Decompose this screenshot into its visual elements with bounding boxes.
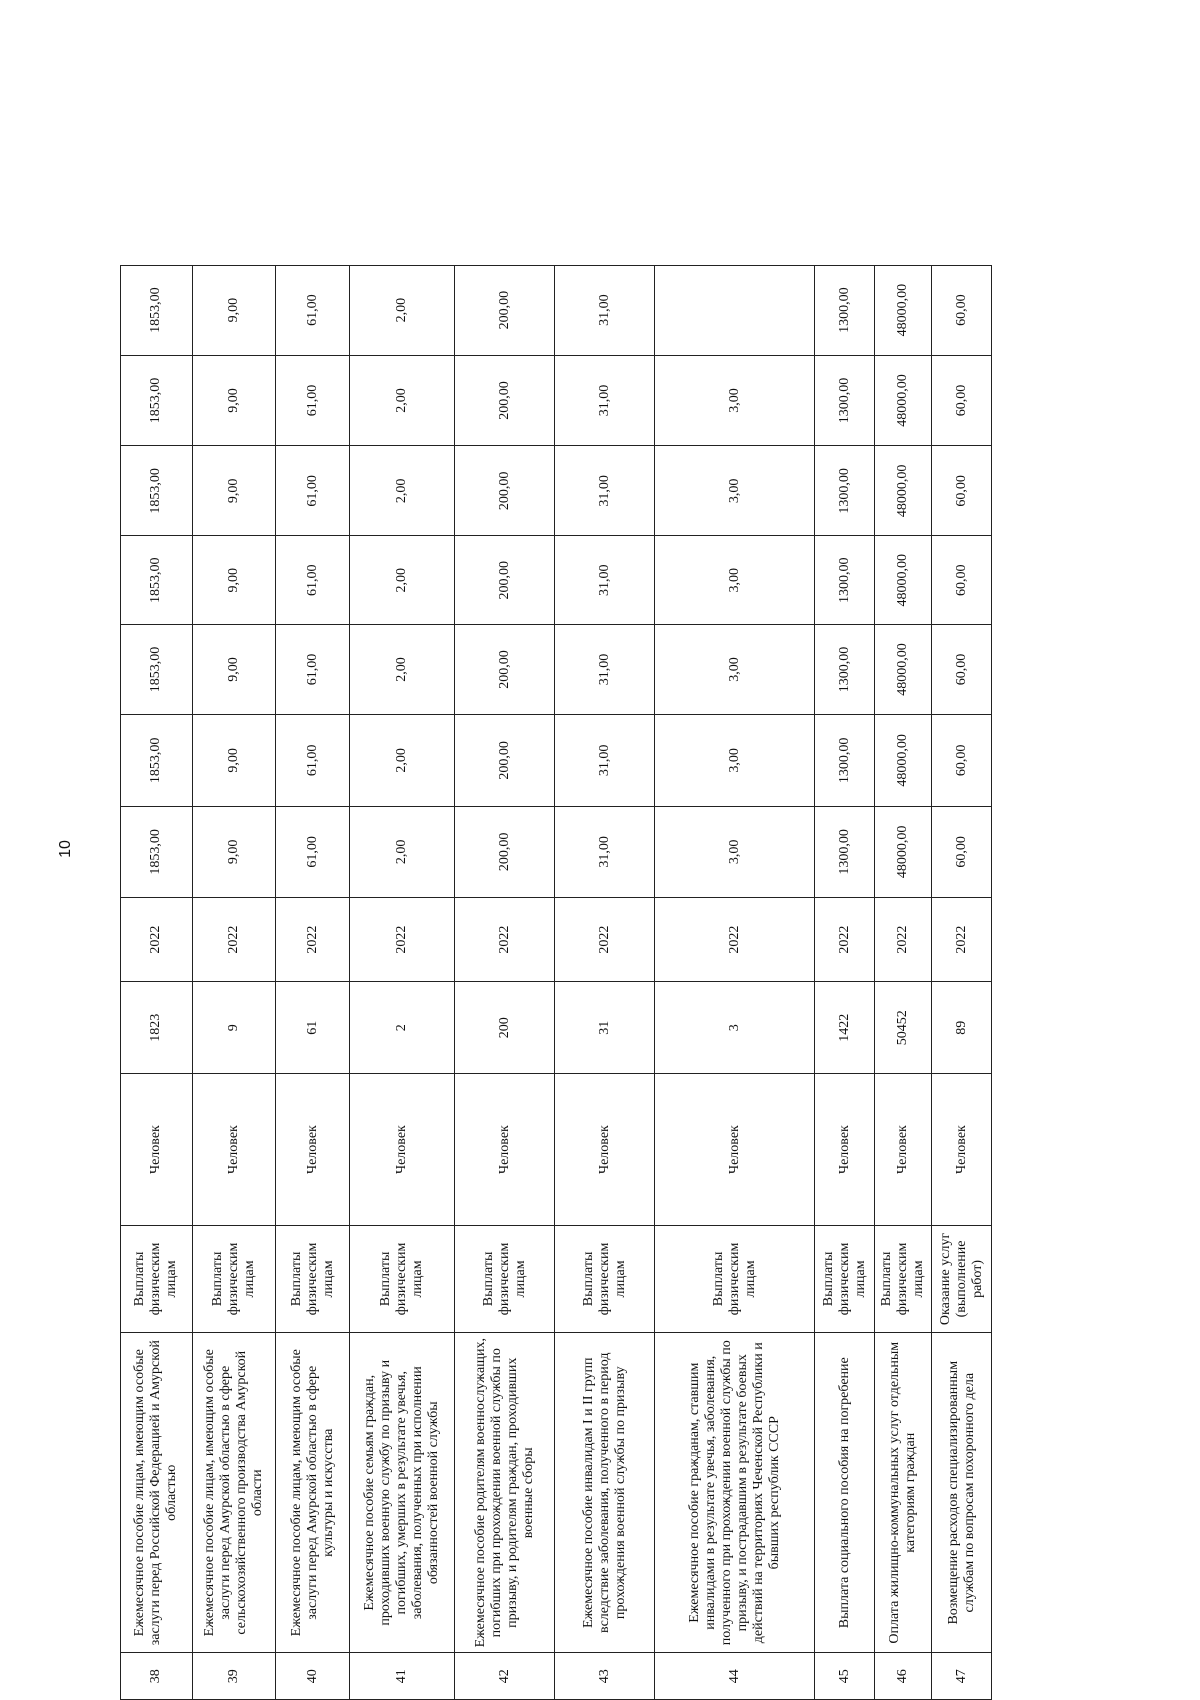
payment-type: Выплаты физическим лицам bbox=[454, 1225, 555, 1332]
value-cell: 2,00 bbox=[350, 536, 455, 625]
payment-type: Выплаты физическим лицам bbox=[350, 1225, 455, 1332]
value-cell: 60,00 bbox=[932, 355, 992, 446]
table-row bbox=[932, 140, 992, 1700]
value-cell: 2,00 bbox=[350, 446, 455, 536]
value-cell: 1853,00 bbox=[121, 625, 193, 715]
value-cell: 200,00 bbox=[454, 625, 555, 715]
value-cell: 1300,00 bbox=[815, 806, 875, 897]
value-cell: 1300,00 bbox=[815, 355, 875, 446]
row-number: 39 bbox=[192, 1653, 275, 1700]
value-cell: 1300,00 bbox=[815, 536, 875, 625]
base-year: 2022 bbox=[121, 897, 193, 981]
value-cell: 1300,00 bbox=[815, 446, 875, 536]
value-cell: 1300,00 bbox=[815, 625, 875, 715]
value-cell: 60,00 bbox=[932, 536, 992, 625]
payment-type: Выплаты физическим лицам bbox=[192, 1225, 275, 1332]
table-row bbox=[276, 140, 350, 1700]
value-cell: 1853,00 bbox=[121, 806, 193, 897]
value-cell: 3,00 bbox=[655, 446, 815, 536]
table-row bbox=[192, 140, 275, 1700]
value-cell: 1853,00 bbox=[121, 446, 193, 536]
unit-of-measure: Человек bbox=[192, 1074, 275, 1226]
row-description: Оплата жилищно-коммунальных услуг отдельным категориям граждан bbox=[874, 1333, 932, 1653]
value-cell: 3,00 bbox=[655, 625, 815, 715]
value-cell: 200,00 bbox=[454, 355, 555, 446]
value-cell: 9,00 bbox=[192, 265, 275, 355]
value-cell: 60,00 bbox=[932, 714, 992, 806]
row-description: Ежемесячное пособие лицам, имеющим особые заслуги перед Амурской областью в сфере сельскохозяйственного производства Амурской области bbox=[192, 1333, 275, 1653]
value-cell: 200,00 bbox=[454, 265, 555, 355]
value-cell: 9,00 bbox=[192, 714, 275, 806]
row-number: 46 bbox=[874, 1653, 932, 1700]
base-year: 2022 bbox=[555, 897, 655, 981]
row-number: 45 bbox=[815, 1653, 875, 1700]
value-cell: 48000,00 bbox=[874, 714, 932, 806]
value-cell: 61,00 bbox=[276, 446, 350, 536]
unit-of-measure: Человек bbox=[454, 1074, 555, 1226]
value-cell: 2,00 bbox=[350, 714, 455, 806]
value-cell: 200,00 bbox=[454, 806, 555, 897]
value-cell: 31,00 bbox=[555, 536, 655, 625]
value-cell: 1853,00 bbox=[121, 536, 193, 625]
value-cell: 48000,00 bbox=[874, 446, 932, 536]
value-cell: 9,00 bbox=[192, 806, 275, 897]
base-year: 2022 bbox=[192, 897, 275, 981]
value-cell: 2,00 bbox=[350, 265, 455, 355]
value-cell: 61,00 bbox=[276, 714, 350, 806]
value-cell: 1300,00 bbox=[815, 714, 875, 806]
value-cell: 31,00 bbox=[555, 806, 655, 897]
value-cell: 61,00 bbox=[276, 625, 350, 715]
unit-of-measure: Человек bbox=[350, 1074, 455, 1226]
unit-of-measure: Человек bbox=[555, 1074, 655, 1226]
row-description: Ежемесячное пособие семьям граждан, проходивших военную службу по призыву и погибших, умерших в результате увечья, заболевания, полученных при исполнении обязанностей военной службы bbox=[350, 1333, 455, 1653]
value-cell: 48000,00 bbox=[874, 806, 932, 897]
row-number: 43 bbox=[555, 1653, 655, 1700]
unit-of-measure: Человек bbox=[276, 1074, 350, 1226]
row-number: 41 bbox=[350, 1653, 455, 1700]
table-row bbox=[815, 140, 875, 1700]
base-value: 89 bbox=[932, 982, 992, 1074]
value-cell: 3,00 bbox=[655, 355, 815, 446]
value-cell: 60,00 bbox=[932, 446, 992, 536]
value-cell: 1853,00 bbox=[121, 265, 193, 355]
row-description: Возмещение расходов специализированным службам по вопросам похоронного дела bbox=[932, 1333, 992, 1653]
table-row bbox=[874, 140, 932, 1700]
value-cell: 9,00 bbox=[192, 355, 275, 446]
payment-type: Выплаты физическим лицам bbox=[555, 1225, 655, 1332]
payment-type: Выплаты физическим лицам bbox=[655, 1225, 815, 1332]
value-cell: 9,00 bbox=[192, 446, 275, 536]
value-cell: 3,00 bbox=[655, 806, 815, 897]
base-year: 2022 bbox=[874, 897, 932, 981]
row-number: 44 bbox=[655, 1653, 815, 1700]
table-row bbox=[555, 140, 655, 1700]
row-description: Ежемесячное пособие лицам, имеющим особые заслуги перед Амурской областью в сфере культуры и искусства bbox=[276, 1333, 350, 1653]
base-value: 1823 bbox=[121, 982, 193, 1074]
row-number: 38 bbox=[121, 1653, 193, 1700]
value-cell: 9,00 bbox=[192, 536, 275, 625]
value-cell: 48000,00 bbox=[874, 536, 932, 625]
value-cell: 200,00 bbox=[454, 446, 555, 536]
value-cell: 31,00 bbox=[555, 625, 655, 715]
unit-of-measure: Человек bbox=[874, 1074, 932, 1226]
base-value: 1422 bbox=[815, 982, 875, 1074]
value-cell: 31,00 bbox=[555, 265, 655, 355]
unit-of-measure: Человек bbox=[655, 1074, 815, 1226]
payment-type: Выплаты физическим лицам bbox=[874, 1225, 932, 1332]
base-year: 2022 bbox=[350, 897, 455, 981]
base-value: 50452 bbox=[874, 982, 932, 1074]
value-cell: 2,00 bbox=[350, 355, 455, 446]
row-number: 42 bbox=[454, 1653, 555, 1700]
unit-of-measure: Человек bbox=[121, 1074, 193, 1226]
value-cell: 1300,00 bbox=[815, 265, 875, 355]
row-description: Ежемесячное пособие гражданам, ставшим инвалидами в результате увечья, заболевания, полученного при прохождении военной службы по призыву, и пострадавшим в результате боевых действий на территориях Чеченской Республики и бывших республик СССР bbox=[655, 1333, 815, 1653]
payment-type: Оказание услуг (выполнение работ) bbox=[932, 1225, 992, 1332]
value-cell: 61,00 bbox=[276, 536, 350, 625]
value-cell: 31,00 bbox=[555, 446, 655, 536]
base-year: 2022 bbox=[276, 897, 350, 981]
row-description: Выплата социального пособия на погребение bbox=[815, 1333, 875, 1653]
table-row bbox=[121, 140, 193, 1700]
value-cell: 200,00 bbox=[454, 536, 555, 625]
unit-of-measure: Человек bbox=[932, 1074, 992, 1226]
value-cell: 61,00 bbox=[276, 355, 350, 446]
value-cell: 1853,00 bbox=[121, 355, 193, 446]
row-number: 47 bbox=[932, 1653, 992, 1700]
value-cell: 2,00 bbox=[350, 625, 455, 715]
payment-type: Выплаты физическим лицам bbox=[276, 1225, 350, 1332]
base-year: 2022 bbox=[932, 897, 992, 981]
table-row bbox=[350, 140, 455, 1700]
value-cell: 60,00 bbox=[932, 625, 992, 715]
value-cell: 48000,00 bbox=[874, 355, 932, 446]
base-year: 2022 bbox=[815, 897, 875, 981]
rotated-table-container bbox=[120, 139, 992, 1700]
value-cell: 200,00 bbox=[454, 714, 555, 806]
base-year: 2022 bbox=[655, 897, 815, 981]
value-cell bbox=[655, 265, 815, 355]
base-value: 200 bbox=[454, 982, 555, 1074]
payment-type: Выплаты физическим лицам bbox=[815, 1225, 875, 1332]
payment-type: Выплаты физическим лицам bbox=[121, 1225, 193, 1332]
row-description: Ежемесячное пособие лицам, имеющим особые заслуги перед Российской Федерацией и Амурской областью bbox=[121, 1333, 193, 1653]
page-number: 10 bbox=[57, 840, 74, 858]
base-year: 2022 bbox=[454, 897, 555, 981]
base-value: 9 bbox=[192, 982, 275, 1074]
value-cell: 60,00 bbox=[932, 265, 992, 355]
value-cell: 1853,00 bbox=[121, 714, 193, 806]
row-description: Ежемесячное пособие инвалидам I и II групп вследствие заболевания, полученного в период прохождения военной службы по призыву bbox=[555, 1333, 655, 1653]
value-cell: 9,00 bbox=[192, 625, 275, 715]
value-cell: 48000,00 bbox=[874, 625, 932, 715]
value-cell: 31,00 bbox=[555, 355, 655, 446]
value-cell: 61,00 bbox=[276, 265, 350, 355]
base-value: 3 bbox=[655, 982, 815, 1074]
value-cell: 60,00 bbox=[932, 806, 992, 897]
table-row bbox=[655, 140, 815, 1700]
base-value: 61 bbox=[276, 982, 350, 1074]
value-cell: 3,00 bbox=[655, 714, 815, 806]
base-value: 2 bbox=[350, 982, 455, 1074]
value-cell: 31,00 bbox=[555, 714, 655, 806]
indicators-table bbox=[120, 139, 992, 1700]
value-cell: 3,00 bbox=[655, 536, 815, 625]
row-number: 40 bbox=[276, 1653, 350, 1700]
base-value: 31 bbox=[555, 982, 655, 1074]
table-row bbox=[454, 140, 555, 1700]
value-cell: 61,00 bbox=[276, 806, 350, 897]
row-description: Ежемесячное пособие родителям военнослужащих, погибших при прохождении военной службы по призыву, и родителям граждан, проходивших военные сборы bbox=[454, 1333, 555, 1653]
value-cell: 48000,00 bbox=[874, 265, 932, 355]
unit-of-measure: Человек bbox=[815, 1074, 875, 1226]
value-cell: 2,00 bbox=[350, 806, 455, 897]
